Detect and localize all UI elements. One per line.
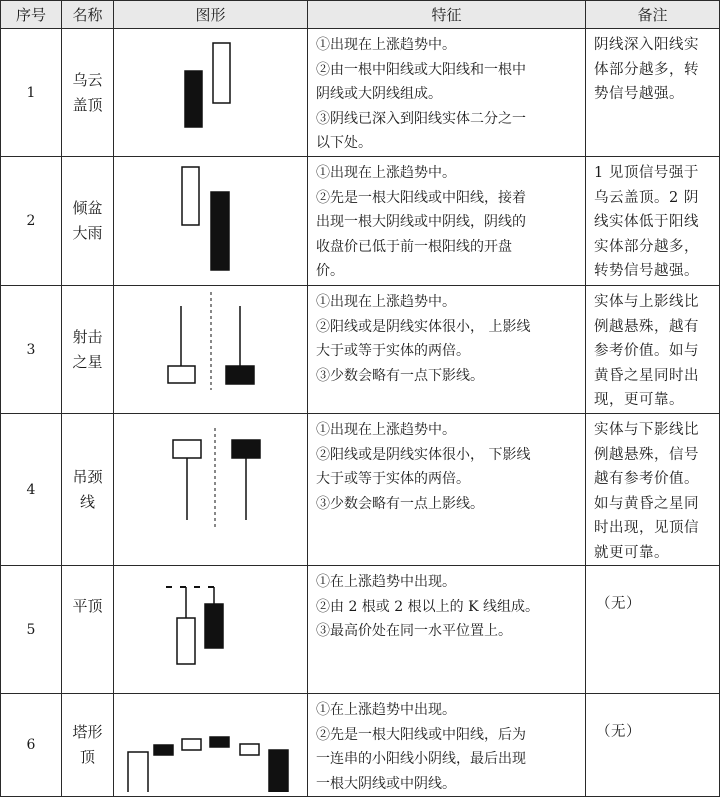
bearish-candle (205, 604, 223, 648)
pattern-figure (114, 414, 308, 566)
pattern-name: 平顶 (62, 566, 114, 694)
shooting-star-figure (114, 286, 306, 412)
table-row (1, 286, 720, 414)
bullish-candle (173, 440, 201, 458)
bearish-candle (232, 440, 260, 458)
bullish-candle (128, 752, 148, 792)
pattern-name: 倾盆 大雨 (62, 157, 114, 286)
bullish-candle (168, 366, 195, 383)
table-row (1, 694, 720, 797)
tower-top-figure (114, 694, 306, 792)
row-index: 3 (1, 286, 62, 414)
table-row (1, 414, 720, 566)
header-row (1, 1, 720, 29)
pattern-features: ①出现在上涨趋势中。 ②由一根中阳线或大阳线和一根中 阴线或大阴线组成。 ③阴线已深入到阳线实体二分之一 以下处。 (308, 29, 586, 157)
bearish-candle (226, 366, 254, 384)
pattern-features: ①在上涨趋势中出现。 ②由 2 根或 2 根以上的 K 线组成。 ③最高价处在同一水平位置上。 (308, 566, 586, 694)
pattern-notes: 阴线深入阳线实 体部分越多，转 势信号越强。 (586, 29, 720, 157)
header-index: 序号 (1, 1, 62, 29)
pattern-figure (114, 694, 308, 797)
bullish-candle (182, 739, 201, 750)
bearish-candle (269, 750, 288, 792)
bullish-candle (182, 167, 199, 225)
bearish-candle (185, 71, 202, 127)
bullish-candle (177, 618, 195, 664)
pattern-name: 乌云 盖顶 (62, 29, 114, 157)
header-name: 名称 (62, 1, 114, 29)
pattern-figure (114, 29, 308, 157)
row-index: 4 (1, 414, 62, 566)
bearish-candle (211, 192, 229, 270)
bearish-candle (154, 745, 173, 755)
pattern-figure (114, 286, 308, 414)
flat-top-figure (114, 566, 306, 692)
pattern-notes: 实体与上影线比 例越悬殊，越有 参考价值。如与 黄昏之星同时出 现，更可靠。 (586, 286, 720, 414)
pattern-figure (114, 566, 308, 694)
row-index: 6 (1, 694, 62, 797)
pattern-features: ①出现在上涨趋势中。 ②阳线或是阴线实体很小， 下影线 大于或等于实体的两倍。 ③少数会略有一点上影线。 (308, 414, 586, 566)
pattern-features: ①出现在上涨趋势中。 ②先是一根大阳线或中阳线，接着 出现一根大阴线或中阴线，阴线的 收盘价已低于前一根阳线的开盘 价。 (308, 157, 586, 286)
row-index: 5 (1, 566, 62, 694)
table-row (1, 29, 720, 157)
hanging-man-figure (114, 414, 306, 563)
pattern-notes: （无） (586, 694, 720, 797)
bullish-candle (240, 744, 259, 755)
dark-cloud-cover-figure (114, 29, 306, 155)
bullish-candle (213, 43, 230, 103)
pattern-notes: （无） (586, 566, 720, 694)
row-index: 2 (1, 157, 62, 286)
pattern-features: ①出现在上涨趋势中。 ②阳线或是阴线实体很小， 上影线 大于或等于实体的两倍。 ③少数会略有一点下影线。 (308, 286, 586, 414)
table-row (1, 157, 720, 286)
falling-rain-figure (114, 157, 306, 284)
header-features: 特征 (308, 1, 586, 29)
pattern-figure (114, 157, 308, 286)
row-index: 1 (1, 29, 62, 157)
header-notes: 备注 (586, 1, 720, 29)
table-row (1, 566, 720, 694)
pattern-features: ①在上涨趋势中出现。 ②先是一根大阳线或中阳线，后为 一连串的小阳线小阴线，最后出现 一根大阴线或中阴线。 (308, 694, 586, 797)
pattern-notes: 实体与下影线比 例越悬殊，信号 越有参考价值。 如与黄昏之星同 时出现，见顶信 就更可靠。 (586, 414, 720, 566)
header-figure: 图形 (114, 1, 308, 29)
pattern-name: 塔形 顶 (62, 694, 114, 797)
pattern-name: 吊颈 线 (62, 414, 114, 566)
pattern-notes: 1 见顶信号强于 乌云盖顶。2 阴 线实体低于阳线 实体部分越多， 转势信号越强。 (586, 157, 720, 286)
pattern-name: 射击 之星 (62, 286, 114, 414)
bearish-candle (210, 737, 229, 747)
